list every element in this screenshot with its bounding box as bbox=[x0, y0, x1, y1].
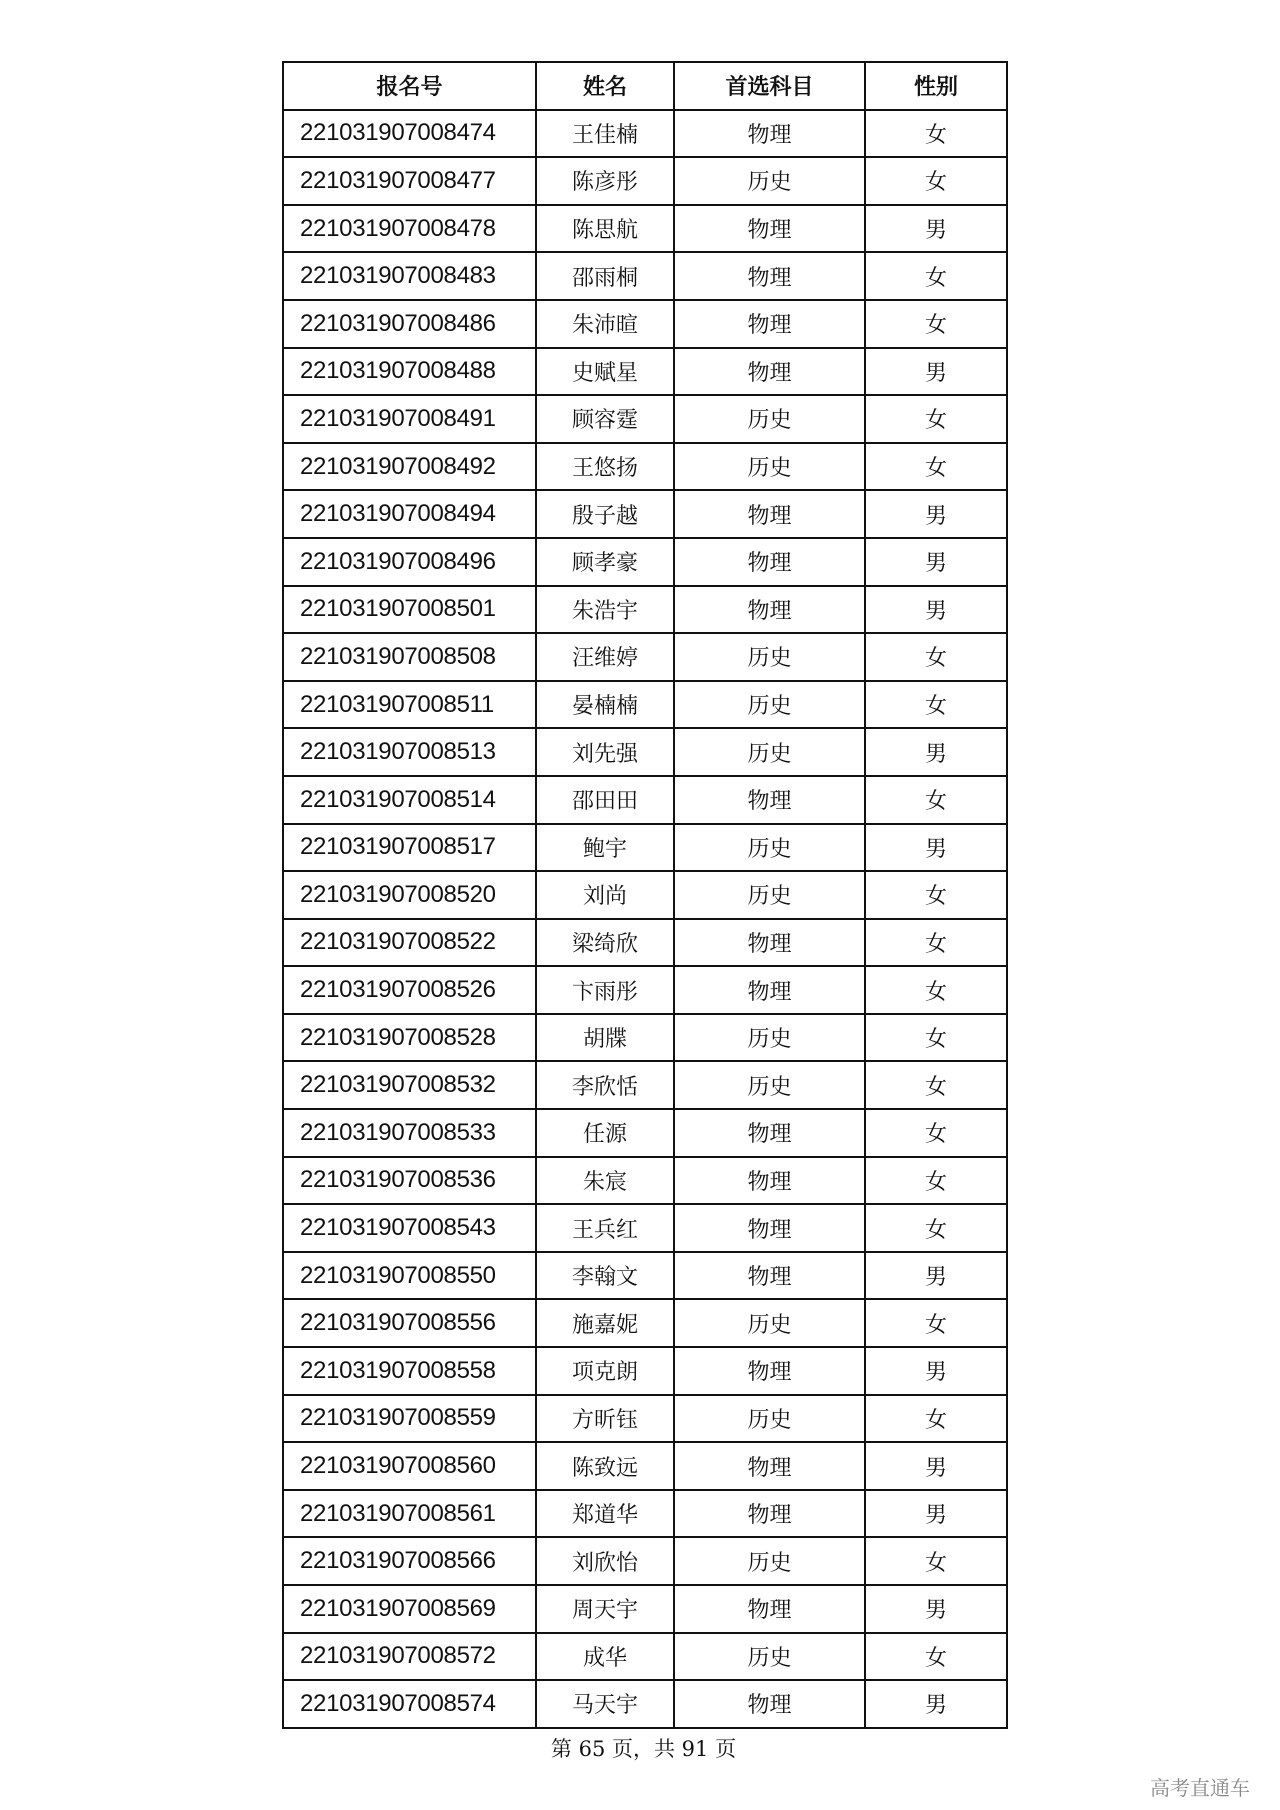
table-row bbox=[283, 1204, 1007, 1252]
cell-gender: 男 bbox=[865, 586, 1007, 634]
table-row bbox=[283, 110, 1007, 158]
cell-registration-number: 221031907008486 bbox=[283, 300, 536, 348]
header-registration-number: 报名号 bbox=[283, 62, 536, 110]
cell-registration-number: 221031907008491 bbox=[283, 395, 536, 443]
cell-subject: 物理 bbox=[674, 490, 865, 538]
cell-registration-number: 221031907008556 bbox=[283, 1299, 536, 1347]
cell-student-name: 邵雨桐 bbox=[536, 252, 674, 300]
cell-gender: 女 bbox=[865, 1157, 1007, 1205]
cell-registration-number: 221031907008483 bbox=[283, 252, 536, 300]
cell-student-name: 刘尚 bbox=[536, 871, 674, 919]
cell-subject: 历史 bbox=[674, 443, 865, 491]
cell-registration-number: 221031907008560 bbox=[283, 1442, 536, 1490]
table-row bbox=[283, 681, 1007, 729]
cell-student-name: 邵田田 bbox=[536, 776, 674, 824]
table-row bbox=[283, 1347, 1007, 1395]
table-row bbox=[283, 157, 1007, 205]
header-name: 姓名 bbox=[536, 62, 674, 110]
cell-gender: 女 bbox=[865, 1537, 1007, 1585]
cell-subject: 物理 bbox=[674, 1157, 865, 1205]
cell-subject: 历史 bbox=[674, 1299, 865, 1347]
table-row bbox=[283, 348, 1007, 396]
cell-registration-number: 221031907008511 bbox=[283, 681, 536, 729]
cell-registration-number: 221031907008477 bbox=[283, 157, 536, 205]
table-row bbox=[283, 300, 1007, 348]
table-row bbox=[283, 728, 1007, 776]
cell-student-name: 马天宇 bbox=[536, 1680, 674, 1728]
cell-gender: 女 bbox=[865, 681, 1007, 729]
cell-subject: 物理 bbox=[674, 1252, 865, 1300]
cell-gender: 女 bbox=[865, 157, 1007, 205]
cell-student-name: 陈思航 bbox=[536, 205, 674, 253]
cell-gender: 男 bbox=[865, 1585, 1007, 1633]
cell-student-name: 晏楠楠 bbox=[536, 681, 674, 729]
cell-subject: 物理 bbox=[674, 1204, 865, 1252]
cell-student-name: 朱浩宇 bbox=[536, 586, 674, 634]
page-footer: 第 65 页，共 91 页 bbox=[550, 1737, 737, 1761]
cell-student-name: 卞雨彤 bbox=[536, 966, 674, 1014]
cell-subject: 物理 bbox=[674, 205, 865, 253]
cell-gender: 女 bbox=[865, 1014, 1007, 1062]
cell-registration-number: 221031907008574 bbox=[283, 1680, 536, 1728]
watermark: 高考直通车 bbox=[1150, 1776, 1250, 1800]
cell-student-name: 刘欣怡 bbox=[536, 1537, 674, 1585]
cell-subject: 物理 bbox=[674, 1680, 865, 1728]
cell-student-name: 方昕钰 bbox=[536, 1395, 674, 1443]
cell-registration-number: 221031907008514 bbox=[283, 776, 536, 824]
cell-subject: 历史 bbox=[674, 824, 865, 872]
cell-gender: 女 bbox=[865, 776, 1007, 824]
cell-gender: 女 bbox=[865, 300, 1007, 348]
cell-gender: 女 bbox=[865, 1299, 1007, 1347]
table-row bbox=[283, 205, 1007, 253]
cell-student-name: 胡牒 bbox=[536, 1014, 674, 1062]
table-row bbox=[283, 443, 1007, 491]
cell-student-name: 成华 bbox=[536, 1633, 674, 1681]
header-subject: 首选科目 bbox=[674, 62, 865, 110]
cell-subject: 历史 bbox=[674, 1061, 865, 1109]
cell-registration-number: 221031907008543 bbox=[283, 1204, 536, 1252]
table-row bbox=[283, 1299, 1007, 1347]
cell-gender: 男 bbox=[865, 490, 1007, 538]
cell-gender: 男 bbox=[865, 728, 1007, 776]
cell-registration-number: 221031907008517 bbox=[283, 824, 536, 872]
cell-student-name: 陈彦彤 bbox=[536, 157, 674, 205]
cell-registration-number: 221031907008494 bbox=[283, 490, 536, 538]
cell-gender: 女 bbox=[865, 1395, 1007, 1443]
cell-gender: 男 bbox=[865, 205, 1007, 253]
table-row bbox=[283, 919, 1007, 967]
cell-registration-number: 221031907008492 bbox=[283, 443, 536, 491]
cell-registration-number: 221031907008501 bbox=[283, 586, 536, 634]
cell-gender: 女 bbox=[865, 1204, 1007, 1252]
cell-registration-number: 221031907008508 bbox=[283, 633, 536, 681]
cell-gender: 女 bbox=[865, 1061, 1007, 1109]
cell-subject: 历史 bbox=[674, 1395, 865, 1443]
cell-gender: 男 bbox=[865, 1347, 1007, 1395]
cell-gender: 女 bbox=[865, 871, 1007, 919]
cell-subject: 物理 bbox=[674, 348, 865, 396]
cell-registration-number: 221031907008496 bbox=[283, 538, 536, 586]
table-row bbox=[283, 1014, 1007, 1062]
cell-gender: 男 bbox=[865, 1680, 1007, 1728]
cell-student-name: 陈致远 bbox=[536, 1442, 674, 1490]
cell-subject: 历史 bbox=[674, 633, 865, 681]
cell-student-name: 周天宇 bbox=[536, 1585, 674, 1633]
cell-gender: 男 bbox=[865, 1252, 1007, 1300]
cell-registration-number: 221031907008566 bbox=[283, 1537, 536, 1585]
table-row bbox=[283, 1442, 1007, 1490]
cell-subject: 物理 bbox=[674, 110, 865, 158]
cell-student-name: 顾孝豪 bbox=[536, 538, 674, 586]
cell-registration-number: 221031907008522 bbox=[283, 919, 536, 967]
cell-gender: 男 bbox=[865, 1490, 1007, 1538]
cell-subject: 物理 bbox=[674, 586, 865, 634]
cell-subject: 物理 bbox=[674, 1347, 865, 1395]
cell-subject: 物理 bbox=[674, 252, 865, 300]
cell-student-name: 刘先强 bbox=[536, 728, 674, 776]
cell-registration-number: 221031907008569 bbox=[283, 1585, 536, 1633]
cell-gender: 女 bbox=[865, 443, 1007, 491]
cell-student-name: 李欣恬 bbox=[536, 1061, 674, 1109]
cell-gender: 男 bbox=[865, 348, 1007, 396]
cell-subject: 历史 bbox=[674, 1633, 865, 1681]
cell-student-name: 王佳楠 bbox=[536, 110, 674, 158]
cell-subject: 物理 bbox=[674, 300, 865, 348]
cell-subject: 物理 bbox=[674, 1585, 865, 1633]
table-row bbox=[283, 1252, 1007, 1300]
cell-subject: 物理 bbox=[674, 1490, 865, 1538]
cell-student-name: 朱沛暄 bbox=[536, 300, 674, 348]
cell-registration-number: 221031907008528 bbox=[283, 1014, 536, 1062]
table-row bbox=[283, 871, 1007, 919]
table-row bbox=[283, 586, 1007, 634]
cell-gender: 女 bbox=[865, 1109, 1007, 1157]
cell-subject: 历史 bbox=[674, 871, 865, 919]
cell-registration-number: 221031907008532 bbox=[283, 1061, 536, 1109]
cell-subject: 历史 bbox=[674, 728, 865, 776]
table-row bbox=[283, 633, 1007, 681]
cell-subject: 历史 bbox=[674, 395, 865, 443]
cell-registration-number: 221031907008559 bbox=[283, 1395, 536, 1443]
cell-registration-number: 221031907008561 bbox=[283, 1490, 536, 1538]
cell-subject: 物理 bbox=[674, 776, 865, 824]
cell-gender: 女 bbox=[865, 1633, 1007, 1681]
registration-table bbox=[282, 61, 1008, 1729]
cell-subject: 物理 bbox=[674, 1109, 865, 1157]
table-row bbox=[283, 490, 1007, 538]
cell-registration-number: 221031907008526 bbox=[283, 966, 536, 1014]
cell-subject: 历史 bbox=[674, 681, 865, 729]
cell-student-name: 李翰文 bbox=[536, 1252, 674, 1300]
cell-registration-number: 221031907008520 bbox=[283, 871, 536, 919]
cell-gender: 男 bbox=[865, 538, 1007, 586]
cell-subject: 物理 bbox=[674, 538, 865, 586]
cell-student-name: 项克朗 bbox=[536, 1347, 674, 1395]
cell-subject: 历史 bbox=[674, 1537, 865, 1585]
cell-registration-number: 221031907008513 bbox=[283, 728, 536, 776]
cell-registration-number: 221031907008558 bbox=[283, 1347, 536, 1395]
cell-student-name: 顾容霆 bbox=[536, 395, 674, 443]
cell-subject: 物理 bbox=[674, 1442, 865, 1490]
cell-registration-number: 221031907008550 bbox=[283, 1252, 536, 1300]
table-row bbox=[283, 1490, 1007, 1538]
table-header-row bbox=[283, 62, 1007, 110]
cell-student-name: 王悠扬 bbox=[536, 443, 674, 491]
cell-gender: 女 bbox=[865, 633, 1007, 681]
cell-student-name: 郑道华 bbox=[536, 1490, 674, 1538]
table-row bbox=[283, 1585, 1007, 1633]
cell-registration-number: 221031907008536 bbox=[283, 1157, 536, 1205]
cell-student-name: 汪维婷 bbox=[536, 633, 674, 681]
table-row bbox=[283, 1633, 1007, 1681]
cell-student-name: 王兵红 bbox=[536, 1204, 674, 1252]
table-row bbox=[283, 776, 1007, 824]
cell-gender: 女 bbox=[865, 110, 1007, 158]
cell-registration-number: 221031907008474 bbox=[283, 110, 536, 158]
table-row bbox=[283, 966, 1007, 1014]
table-row bbox=[283, 538, 1007, 586]
cell-student-name: 任源 bbox=[536, 1109, 674, 1157]
table-row bbox=[283, 1395, 1007, 1443]
cell-student-name: 殷子越 bbox=[536, 490, 674, 538]
cell-registration-number: 221031907008488 bbox=[283, 348, 536, 396]
table-row bbox=[283, 1537, 1007, 1585]
cell-subject: 历史 bbox=[674, 1014, 865, 1062]
table-row bbox=[283, 1109, 1007, 1157]
cell-student-name: 施嘉妮 bbox=[536, 1299, 674, 1347]
cell-subject: 物理 bbox=[674, 919, 865, 967]
table-row bbox=[283, 1157, 1007, 1205]
table-row bbox=[283, 252, 1007, 300]
cell-registration-number: 221031907008572 bbox=[283, 1633, 536, 1681]
cell-subject: 物理 bbox=[674, 966, 865, 1014]
cell-gender: 女 bbox=[865, 966, 1007, 1014]
cell-gender: 男 bbox=[865, 1442, 1007, 1490]
cell-student-name: 朱宸 bbox=[536, 1157, 674, 1205]
table-row bbox=[283, 1061, 1007, 1109]
table-row bbox=[283, 1680, 1007, 1728]
cell-gender: 女 bbox=[865, 919, 1007, 967]
cell-gender: 男 bbox=[865, 824, 1007, 872]
cell-subject: 历史 bbox=[674, 157, 865, 205]
cell-gender: 女 bbox=[865, 252, 1007, 300]
cell-registration-number: 221031907008478 bbox=[283, 205, 536, 253]
cell-student-name: 史赋星 bbox=[536, 348, 674, 396]
cell-student-name: 鲍宇 bbox=[536, 824, 674, 872]
table-row bbox=[283, 395, 1007, 443]
header-gender: 性别 bbox=[865, 62, 1007, 110]
table-row bbox=[283, 824, 1007, 872]
cell-gender: 女 bbox=[865, 395, 1007, 443]
cell-registration-number: 221031907008533 bbox=[283, 1109, 536, 1157]
cell-student-name: 梁绮欣 bbox=[536, 919, 674, 967]
